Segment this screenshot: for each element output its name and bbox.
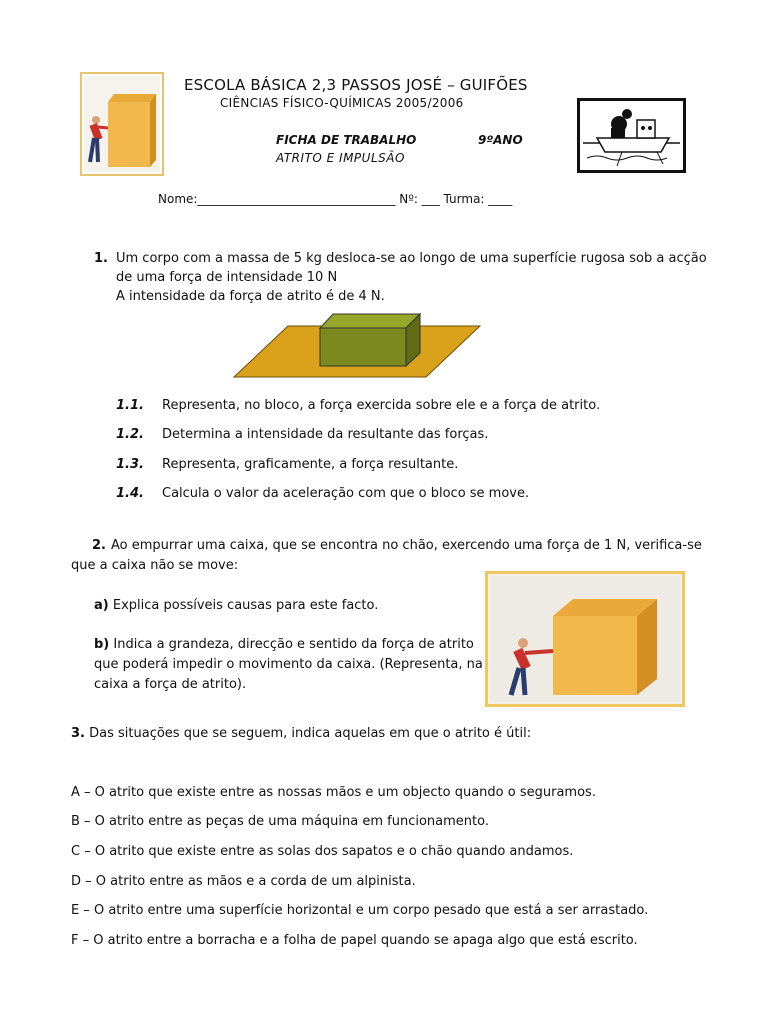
q1-number: 1.: [94, 251, 108, 266]
q1-item: 1.2. Determina a intensidade da resultante das forças.: [116, 427, 489, 442]
q2-part-b-line1: b) Indica a grandeza, direcção e sentido da força de atrito: [94, 637, 474, 652]
q3-option: B – O atrito entre as peças de uma máquina em funcionamento.: [71, 814, 489, 829]
block-on-surface-diagram: [232, 310, 482, 380]
q2-part-b-line2: que poderá impedir o movimento da caixa. (Representa, na: [94, 657, 483, 672]
person-pushing-box-image: [80, 72, 164, 176]
subject-year: CIÊNCIAS FÍSICO-QUÍMICAS 2005/2006: [220, 96, 464, 110]
box-push-photo: [485, 571, 685, 707]
q3-option: E – O atrito entre uma superfície horizontal e um corpo pesado que está a ser arrastado.: [71, 903, 649, 918]
q2-part-b-line3: caixa a força de atrito).: [94, 677, 247, 692]
q1-item: 1.4. Calcula o valor da aceleração com que o bloco se move.: [116, 486, 530, 501]
q3-prompt: 3. Das situações que se seguem, indica aquelas em que o atrito é útil:: [71, 726, 532, 741]
q3-option: C – O atrito que existe entre as solas dos sapatos e o chão quando andamos.: [71, 844, 574, 859]
worksheet-title: FICHA DE TRABALHO: [276, 133, 417, 147]
student-info-line: Nome:_________________________________ Nº: ___ Turma: ____: [158, 192, 513, 206]
q1-text-line2: de uma força de intensidade 10 N: [116, 270, 338, 285]
q3-option: D – O atrito entre as mãos e a corda de um alpinista.: [71, 874, 416, 889]
topic-title: ATRITO E IMPULSÃO: [276, 151, 405, 165]
q1-text-line1: Um corpo com a massa de 5 kg desloca-se ao longo de uma superfície rugosa sob a acção: [116, 251, 707, 266]
q2-text-line1: Ao empurrar uma caixa, que se encontra no chão, exercendo uma força de 1 N, verifica-se: [111, 538, 702, 553]
grade-label: 9ºANO: [478, 133, 523, 147]
q2-text-line2: que a caixa não se move:: [71, 558, 239, 573]
q3-option: F – O atrito entre a borracha e a folha de papel quando se apaga algo que está escrito.: [71, 933, 638, 948]
cartoon-boat-image: [577, 98, 686, 173]
q2-number: 2.: [92, 538, 106, 553]
school-name: ESCOLA BÁSICA 2,3 PASSOS JOSÉ – GUIFÕES: [184, 76, 528, 94]
q3-option: A – O atrito que existe entre as nossas mãos e um objecto quando o seguramos.: [71, 785, 596, 800]
q1-text-line3: A intensidade da força de atrito é de 4 N.: [116, 289, 385, 304]
q1-item: 1.1. Representa, no bloco, a força exercida sobre ele e a força de atrito.: [116, 398, 601, 413]
q2-part-a: a) Explica possíveis causas para este facto.: [94, 598, 379, 613]
q1-item: 1.3. Representa, graficamente, a força resultante.: [116, 457, 459, 472]
